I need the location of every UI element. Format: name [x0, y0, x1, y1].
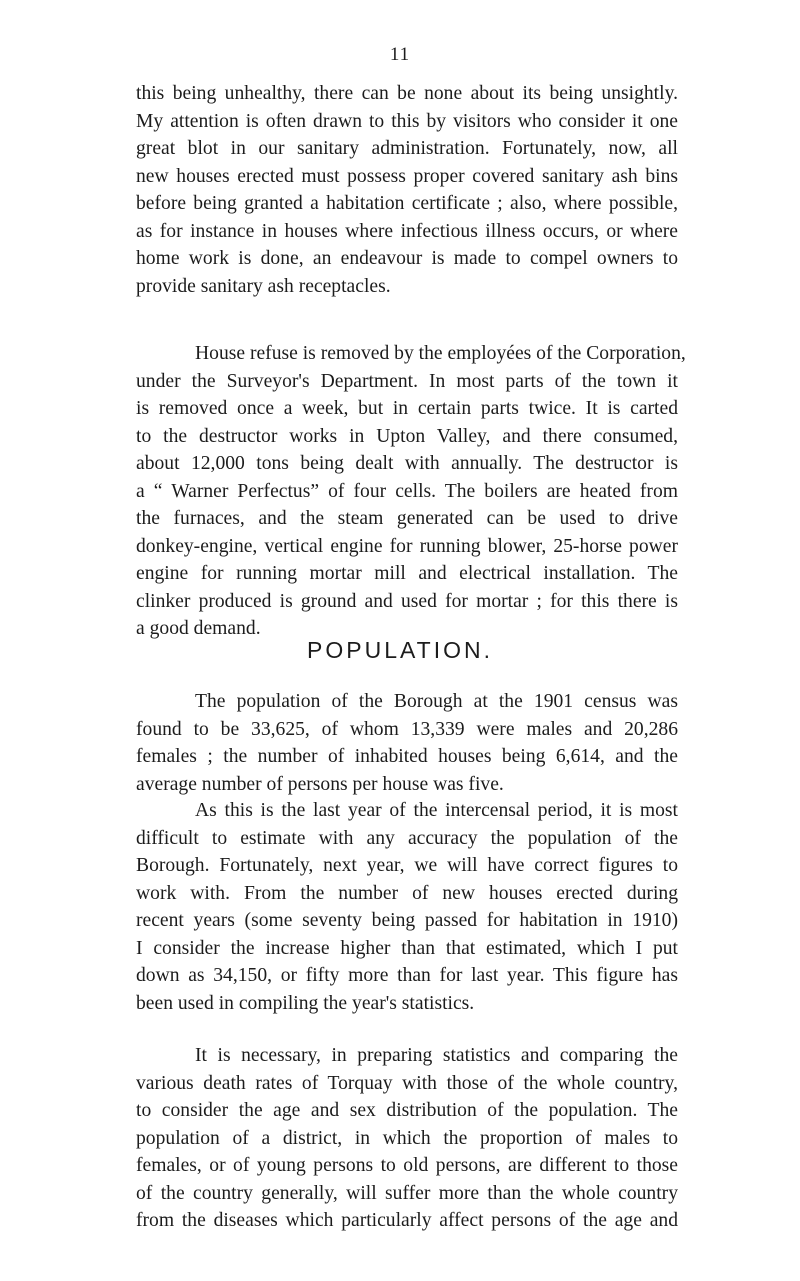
text-line: a good demand. [136, 618, 261, 639]
text-line: recent years (some seventy being passed for habitation in 1910) [136, 910, 678, 931]
text-line: My attention is often drawn to this by visitors who consider it one [136, 110, 678, 132]
paragraph-body [136, 688, 678, 798]
text-line: new houses erected must possess proper covered sanitary ash bins [136, 165, 678, 187]
text-line: before being granted a habitation certificate ; also, where possible, [136, 193, 678, 214]
paragraph-age-sex-distribution [136, 1042, 678, 1235]
text-line: to consider the age and sex distribution of the population. The [136, 1100, 678, 1121]
text-line: population of a district, in which the proportion of males to [136, 1127, 678, 1149]
text-line: The population of the Borough at the 1901 census was [195, 691, 678, 712]
text-line: as for instance in houses where infectious illness occurs, or where [136, 220, 678, 242]
text-line: average number of persons per house was five. [136, 773, 504, 795]
text-line: As this is the last year of the intercensal period, it is most [195, 800, 678, 821]
text-line: engine for running mortar mill and electrical installation. The [136, 563, 678, 584]
text-line: I consider the increase higher than that estimated, which I put [136, 937, 678, 959]
text-line: about 12,000 tons being dealt with annually. The destructor is [136, 453, 678, 474]
paragraph-body [136, 340, 686, 643]
text-line: It is necessary, in preparing statistics and comparing the [195, 1045, 678, 1066]
text-line: the furnaces, and the steam generated can be used to drive [136, 508, 678, 529]
text-line: various death rates of Torquay with those of the whole country, [136, 1072, 678, 1094]
paragraph-body [136, 797, 678, 1017]
text-line: donkey-engine, vertical engine for running blower, 25-horse power [136, 535, 678, 557]
paragraph-sanitary-bins [136, 80, 678, 300]
page-number: 11 [389, 44, 411, 65]
text-line: House refuse is removed by the employées of the Corporation, [195, 343, 686, 364]
text-line: clinker produced is ground and used for mortar ; for this there is [136, 590, 678, 612]
text-line: this being unhealthy, there can be none about its being unsightly. [136, 83, 678, 104]
paragraph-census-1901 [136, 688, 678, 798]
text-line: difficult to estimate with any accuracy the population of the [136, 827, 678, 849]
text-line: under the Surveyor's Department. In most parts of the town it [136, 370, 678, 392]
text-line: is removed once a week, but in certain parts twice. It is carted [136, 398, 678, 419]
text-line: home work is done, an endeavour is made to compel owners to [136, 248, 678, 269]
text-line: of the country generally, will suffer more than the whole country [136, 1182, 678, 1204]
paragraph-body [136, 1042, 678, 1235]
text-line: been used in compiling the year's statistics. [136, 992, 475, 1014]
paragraph-body [136, 80, 678, 300]
paragraph-intercensal-estimate [136, 797, 678, 1017]
text-line: females ; the number of inhabited houses being 6,614, and the [136, 746, 678, 767]
text-line: found to be 33,625, of whom 13,339 were males and 20,286 [136, 718, 678, 740]
text-line: a “ Warner Perfectus” of four cells. The boilers are heated from [136, 480, 678, 502]
section-heading: POPULATION. [307, 637, 493, 663]
text-line: work with. From the number of new houses erected during [136, 882, 678, 904]
text-line: great blot in our sanitary administration. Fortunately, now, all [136, 138, 678, 159]
text-line: Borough. Fortunately, next year, we will have correct figures to [136, 855, 678, 876]
text-line: provide sanitary ash receptacles. [136, 275, 391, 297]
paragraph-house-refuse [136, 340, 686, 643]
text-line: from the diseases which particularly affect persons of the age and [136, 1210, 678, 1231]
text-line: down as 34,150, or fifty more than for last year. This figure has [136, 965, 678, 986]
text-line: to the destructor works in Upton Valley, and there consumed, [136, 425, 678, 447]
text-line: females, or of young persons to old persons, are different to those [136, 1155, 678, 1176]
